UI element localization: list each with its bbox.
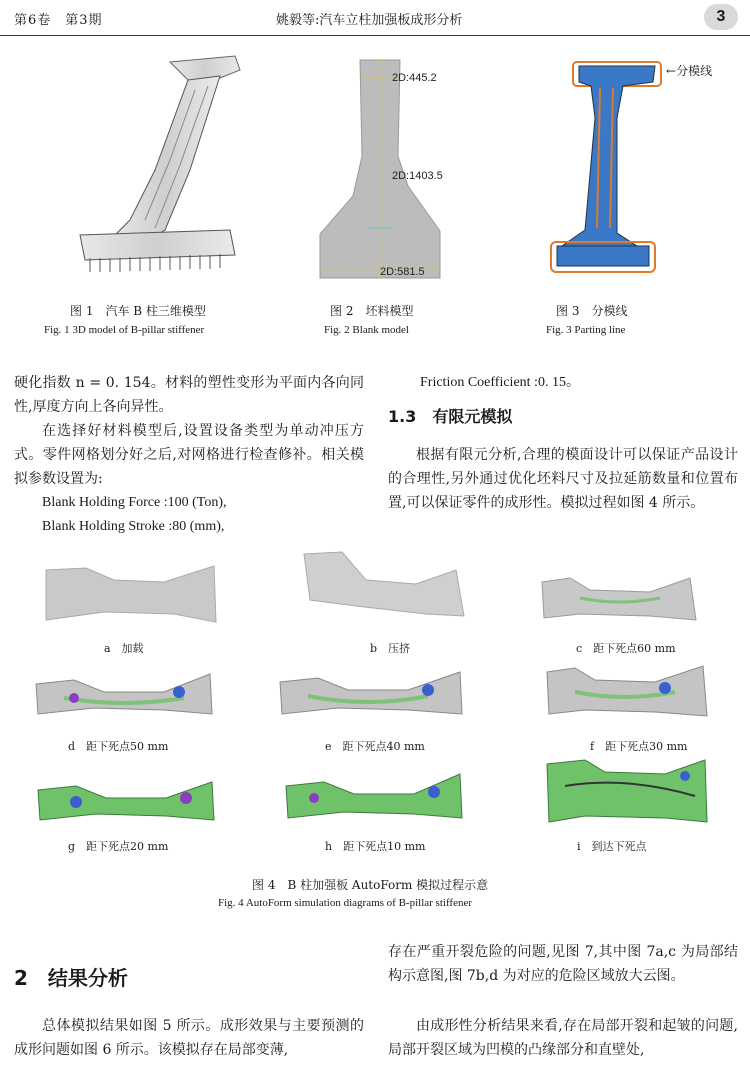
figure-3-caption-zh: 图 3 分模线	[556, 304, 628, 318]
fig4-panel-b	[296, 550, 466, 622]
figure-1-image	[70, 50, 260, 290]
fig4-caption-i: i 到达下死点	[577, 840, 647, 853]
fig4-caption-b: b 压挤	[370, 642, 411, 655]
fig4-caption-d: d 距下死点50 mm	[68, 740, 169, 753]
figure-2-caption-zh: 图 2 坯料模型	[330, 304, 414, 318]
section-2-right-paragraph-1: 存在严重开裂危险的问题,见图 7,其中图 7a,c 为局部结构示意图,图 7b,d 为对应的危险区域放大云图。	[388, 944, 738, 984]
figure-2-image	[318, 56, 446, 281]
fig4-panel-c	[540, 562, 700, 624]
figure-2-caption-en: Fig. 2 Blank model	[324, 324, 409, 336]
figure-3-caption-en: Fig. 3 Parting line	[546, 324, 626, 336]
fig4-panel-f	[545, 658, 710, 720]
figure-3-image	[545, 58, 715, 288]
param-blank-holding-stroke: Blank Holding Stroke :80 (mm),	[42, 519, 225, 534]
callout-arrow-icon: ←	[666, 64, 677, 78]
left-paragraph-1: 硬化指数 n = 0. 154。材料的塑性变形为平面内各向同性,厚度方向上各向异性。	[14, 375, 364, 415]
section-2-right-paragraph-2: 由成形性分析结果来看,存在局部开裂和起皱的问题,局部开裂区域为凹模的凸缘部分和直壁处,	[388, 1018, 738, 1058]
figure-1-caption-en: Fig. 1 3D model of B-pillar stiffener	[44, 324, 205, 336]
dim-height: 2D:1403.5	[392, 170, 443, 182]
section-1-3-heading: 1.3 有限元模拟	[388, 407, 513, 426]
fig4-caption-e: e 距下死点40 mm	[325, 740, 425, 753]
fig4-panel-a	[44, 562, 224, 624]
page-number: 3	[704, 4, 738, 30]
param-blank-holding-force: Blank Holding Force :100 (Ton),	[42, 495, 227, 510]
fig4-panel-g	[36, 776, 216, 826]
right-paragraph-1: 根据有限元分析,合理的模面设计可以保证产品设计的合理性,另外通过优化坯料尺寸及拉延筋数量和位置布置,可以保证零件的成形性。模拟过程如图 4 所示。	[388, 447, 738, 511]
figure-1-caption-zh: 图 1 汽车 B 柱三维模型	[70, 304, 206, 318]
param-friction: Friction Coefficient :0. 15。	[420, 375, 580, 390]
fig4-caption-g: g 距下死点20 mm	[68, 840, 169, 853]
fig4-panel-h	[284, 768, 464, 824]
figure-4-caption-en: Fig. 4 AutoForm simulation diagrams of B-pillar stiffener	[218, 897, 472, 909]
figure-4-caption-zh: 图 4 B 柱加强板 AutoForm 模拟过程示意	[252, 878, 489, 892]
page-header	[0, 0, 750, 36]
running-title: 姚毅等:汽车立柱加强板成形分析	[276, 13, 463, 28]
section-2-heading: 2 结果分析	[14, 966, 128, 990]
fig4-panel-e	[278, 664, 464, 720]
fig4-caption-c: c 距下死点60 mm	[576, 642, 676, 655]
dim-bottom-width: 2D:581.5	[380, 266, 425, 278]
fig4-caption-h: h 距下死点10 mm	[325, 840, 426, 853]
parting-line-callout: ←分模线	[666, 64, 713, 78]
fig4-panel-d	[34, 668, 214, 720]
fig4-caption-a: a 加载	[104, 642, 144, 655]
left-paragraph-2: 在选择好材料模型后,设置设备类型为单动冲压方式。零件网格划分好之后,对网格进行检查修补。相关模拟参数设置为:	[14, 423, 364, 487]
volume-issue: 第6卷 第3期	[14, 13, 103, 28]
section-2-left-paragraph: 总体模拟结果如图 5 所示。成形效果与主要预测的成形问题如图 6 所示。该模拟存在局部变薄,	[14, 1018, 364, 1058]
dim-top-width: 2D:445.2	[392, 72, 437, 84]
fig4-panel-i	[545, 756, 710, 828]
fig4-caption-f: f 距下死点30 mm	[590, 740, 688, 753]
